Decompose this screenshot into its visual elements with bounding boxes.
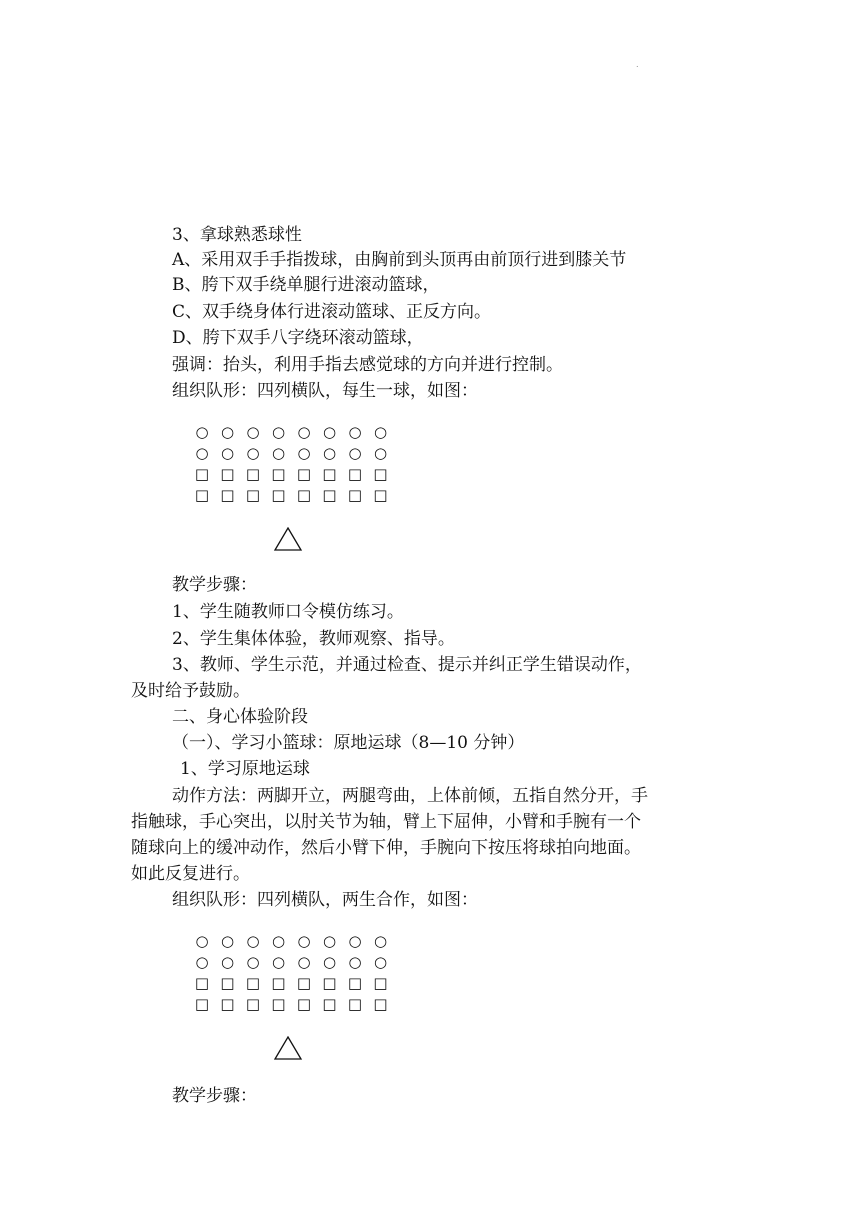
page-mark: .: [636, 60, 639, 69]
student-square-icon: □: [373, 995, 388, 1013]
student-square-icon: □: [271, 974, 286, 992]
student-circle-icon: ○: [271, 953, 286, 971]
subheading: （一）、学习小篮球：原地运球（8—10 分钟）: [172, 733, 525, 753]
method-line-1: 动作方法：两脚开立，两腿弯曲，上体前倾，五指自然分开，手: [172, 786, 648, 806]
student-square-icon: □: [271, 995, 286, 1013]
student-square-icon: □: [373, 486, 388, 504]
formation-label-2: 组织队形：四列横队，两生合作，如图：: [172, 890, 478, 910]
student-circle-icon: ○: [220, 423, 235, 441]
student-circle-icon: ○: [246, 423, 260, 441]
student-circle-icon: ○: [373, 953, 388, 971]
student-square-icon: □: [296, 465, 312, 483]
student-circle-icon: ○: [297, 444, 311, 462]
step-3-continued: 及时给予鼓励。: [131, 681, 250, 701]
steps-title: 教学步骤：: [172, 575, 257, 595]
student-circle-icon: ○: [373, 932, 388, 950]
teacher-triangle-icon: [273, 1036, 303, 1061]
student-circle-icon: ○: [297, 423, 311, 441]
student-square-icon: □: [194, 995, 210, 1013]
teacher-triangle-icon: [273, 527, 303, 552]
method-line-2: 指触球，手心突出，以肘关节为轴，臂上下屈伸，小臂和手腕有一个: [131, 812, 641, 832]
method-line-3: 随球向上的缓冲动作，然后小臂下伸，手腕向下按压将球拍向地面。: [131, 838, 641, 858]
student-square-icon: □: [322, 465, 337, 483]
student-square-icon: □: [271, 486, 286, 504]
student-square-icon: □: [322, 974, 337, 992]
step-3: 3、教师、学生示范，并通过检查、提示并纠正学生错误动作，: [172, 655, 642, 675]
student-circle-icon: ○: [246, 932, 260, 950]
step-1: 1、学生随教师口令模仿练习。: [172, 602, 404, 622]
item-heading: 1、学习原地运球: [180, 759, 310, 779]
formation-diagram-2: [194, 933, 404, 1073]
student-square-icon: □: [220, 995, 235, 1013]
list-item-c: C、双手绕身体行进滚动篮球、正反方向。: [172, 302, 492, 322]
student-circle-icon: ○: [297, 932, 311, 950]
student-square-icon: □: [322, 995, 337, 1013]
student-square-icon: □: [373, 465, 388, 483]
student-square-icon: □: [296, 995, 312, 1013]
student-square-icon: □: [245, 995, 261, 1013]
student-square-icon: □: [347, 465, 363, 483]
student-square-icon: □: [194, 974, 210, 992]
student-circle-icon: ○: [348, 932, 362, 950]
student-circle-icon: ○: [220, 953, 235, 971]
student-circle-icon: ○: [271, 423, 286, 441]
student-circle-icon: ○: [220, 932, 235, 950]
steps-title-2: 教学步骤：: [172, 1086, 257, 1106]
section-heading-2: 二、身心体验阶段: [172, 707, 308, 727]
student-circle-icon: ○: [322, 444, 337, 462]
student-circle-icon: ○: [195, 953, 209, 971]
student-square-icon: □: [322, 486, 337, 504]
student-circle-icon: ○: [220, 444, 235, 462]
student-circle-icon: ○: [322, 932, 337, 950]
student-square-icon: □: [220, 486, 235, 504]
step-2: 2、学生集体体验，教师观察、指导。: [172, 629, 455, 649]
list-item-b: B、胯下双手绕单腿行进滚动篮球，: [172, 275, 440, 295]
student-square-icon: □: [245, 465, 261, 483]
student-square-icon: □: [347, 995, 363, 1013]
student-circle-icon: ○: [195, 423, 209, 441]
list-item-a: A、采用双手手指拨球，由胸前到头顶再由前顶行进到膝关节: [172, 250, 627, 270]
formation-label: 组织队形：四列横队，每生一球，如图：: [172, 381, 478, 401]
formation-diagram: [194, 424, 404, 564]
student-circle-icon: ○: [195, 444, 209, 462]
student-square-icon: □: [347, 974, 363, 992]
student-square-icon: □: [296, 486, 312, 504]
student-circle-icon: ○: [297, 953, 311, 971]
student-circle-icon: ○: [271, 444, 286, 462]
student-circle-icon: ○: [348, 444, 362, 462]
student-circle-icon: ○: [195, 932, 209, 950]
emphasis-text: 强调：抬头，利用手指去感觉球的方向并进行控制。: [172, 355, 563, 375]
student-circle-icon: ○: [246, 953, 260, 971]
section-heading: 3、拿球熟悉球性: [172, 225, 302, 245]
student-circle-icon: ○: [348, 423, 362, 441]
student-square-icon: □: [194, 465, 210, 483]
student-square-icon: □: [373, 974, 388, 992]
student-square-icon: □: [347, 486, 363, 504]
student-circle-icon: ○: [348, 953, 362, 971]
method-line-4: 如此反复进行。: [131, 864, 250, 884]
student-square-icon: □: [271, 465, 286, 483]
student-circle-icon: ○: [246, 444, 260, 462]
list-item-d: D、胯下双手八字绕环滚动篮球，: [172, 328, 424, 348]
student-circle-icon: ○: [322, 953, 337, 971]
student-circle-icon: ○: [373, 444, 388, 462]
student-square-icon: □: [220, 974, 235, 992]
student-circle-icon: ○: [322, 423, 337, 441]
student-circle-icon: ○: [373, 423, 388, 441]
student-square-icon: □: [245, 974, 261, 992]
student-square-icon: □: [194, 486, 210, 504]
student-square-icon: □: [220, 465, 235, 483]
student-square-icon: □: [245, 486, 261, 504]
student-square-icon: □: [296, 974, 312, 992]
student-circle-icon: ○: [271, 932, 286, 950]
